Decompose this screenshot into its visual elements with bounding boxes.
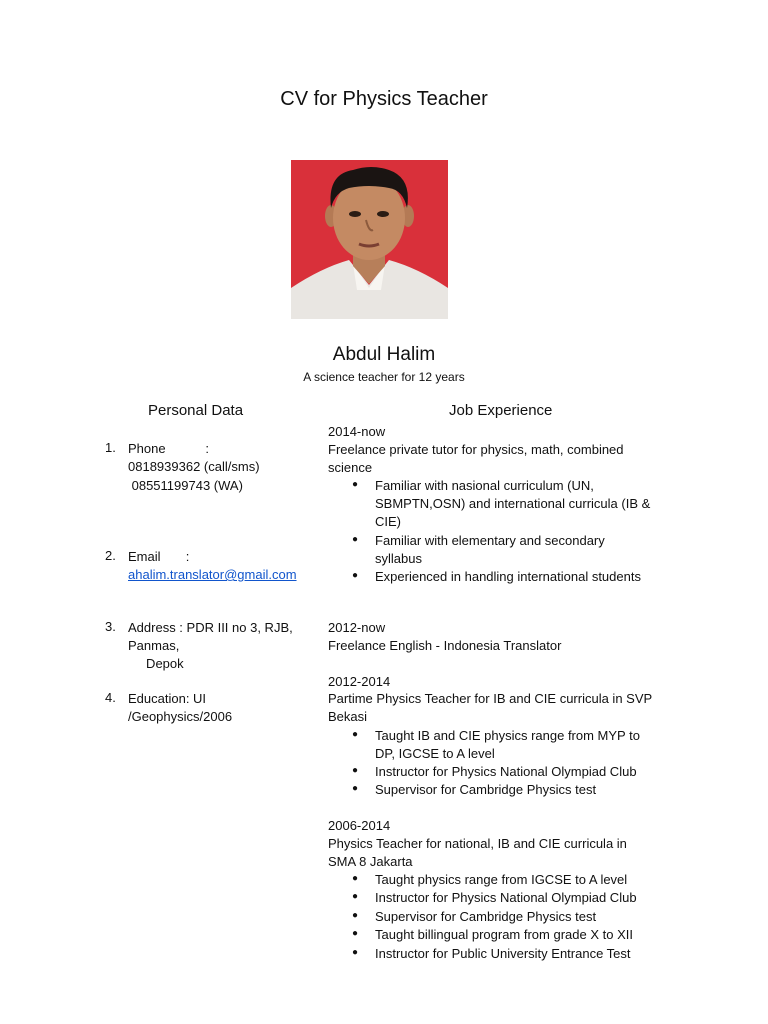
job-bullet: Experienced in handling international students [375, 569, 641, 584]
list-number: 1. [105, 440, 116, 455]
bullet-icon: ● [352, 873, 359, 884]
whatsapp-number: 08551199743 (WA) [128, 478, 243, 493]
job-bullet: Familiar with elementary and secondary [375, 533, 605, 548]
address-line: Address : PDR III no 3, RJB, [128, 620, 293, 635]
job-bullet: Taught physics range from IGCSE to A level [375, 872, 628, 887]
person-name: Abdul Halim [332, 344, 436, 365]
list-number: 4. [105, 690, 116, 705]
list-number: 3. [105, 619, 116, 634]
bullet-icon: ● [352, 570, 359, 581]
phone-label: Phone : [128, 441, 209, 456]
list-number: 2. [105, 548, 116, 563]
job-period: 2012-2014 [328, 674, 391, 689]
job-description: Freelance private tutor for physics, math, combined [328, 442, 624, 457]
document-title: CV for Physics Teacher [280, 88, 488, 110]
job-experience-heading: Job Experience [449, 402, 553, 419]
job-period: 2014-now [328, 424, 386, 439]
bullet-icon: ● [352, 765, 359, 776]
bullet-icon: ● [352, 729, 359, 740]
job-bullet: Taught IB and CIE physics range from MYP to [375, 728, 640, 743]
job-bullet: CIE) [375, 514, 401, 529]
job-bullet: Instructor for Physics National Olympiad Club [375, 890, 637, 905]
email-label: Email : [128, 549, 190, 564]
address-line: Panmas, [128, 638, 180, 653]
job-bullet: Instructor for Physics National Olympiad Club [375, 764, 637, 779]
job-bullet: syllabus [375, 551, 422, 566]
bullet-icon: ● [352, 891, 359, 902]
profile-photo [291, 160, 448, 319]
education-line: /Geophysics/2006 [128, 709, 233, 724]
bullet-icon: ● [352, 534, 359, 545]
phone-number: 0818939362 (call/sms) [128, 459, 260, 474]
address-line: Depok [128, 656, 184, 671]
job-bullet: DP, IGCSE to A level [375, 746, 495, 761]
job-description: science [328, 460, 373, 475]
bullet-icon: ● [352, 783, 359, 794]
bullet-icon: ● [352, 947, 359, 958]
personal-data-heading: Personal Data [148, 402, 244, 419]
job-description: Bekasi [328, 709, 368, 724]
job-period: 2012-now [328, 620, 386, 635]
education-line: Education: UI [128, 691, 207, 706]
bullet-icon: ● [352, 479, 359, 490]
job-bullet: Supervisor for Cambridge Physics test [375, 909, 597, 924]
job-description: Freelance English - Indonesia Translator [328, 638, 562, 653]
job-bullet: SBMPTN,OSN) and international curricula (IB & [375, 496, 651, 511]
email-link[interactable]: ahalim.translator@gmail.com [128, 567, 297, 582]
job-description: Physics Teacher for national, IB and CIE curricula in [328, 836, 627, 851]
job-description: Partime Physics Teacher for IB and CIE curricula in SVP [328, 691, 653, 706]
job-description: SMA 8 Jakarta [328, 854, 413, 869]
job-bullet: Taught billingual program from grade X to XII [375, 927, 633, 942]
job-bullet: Supervisor for Cambridge Physics test [375, 782, 597, 797]
bullet-icon: ● [352, 928, 359, 939]
bullet-icon: ● [352, 910, 359, 921]
tagline: A science teacher for 12 years [303, 370, 465, 384]
job-bullet: Familiar with nasional curriculum (UN, [375, 478, 594, 493]
job-bullet: Instructor for Public University Entrance Test [375, 946, 631, 961]
job-period: 2006-2014 [328, 818, 391, 833]
